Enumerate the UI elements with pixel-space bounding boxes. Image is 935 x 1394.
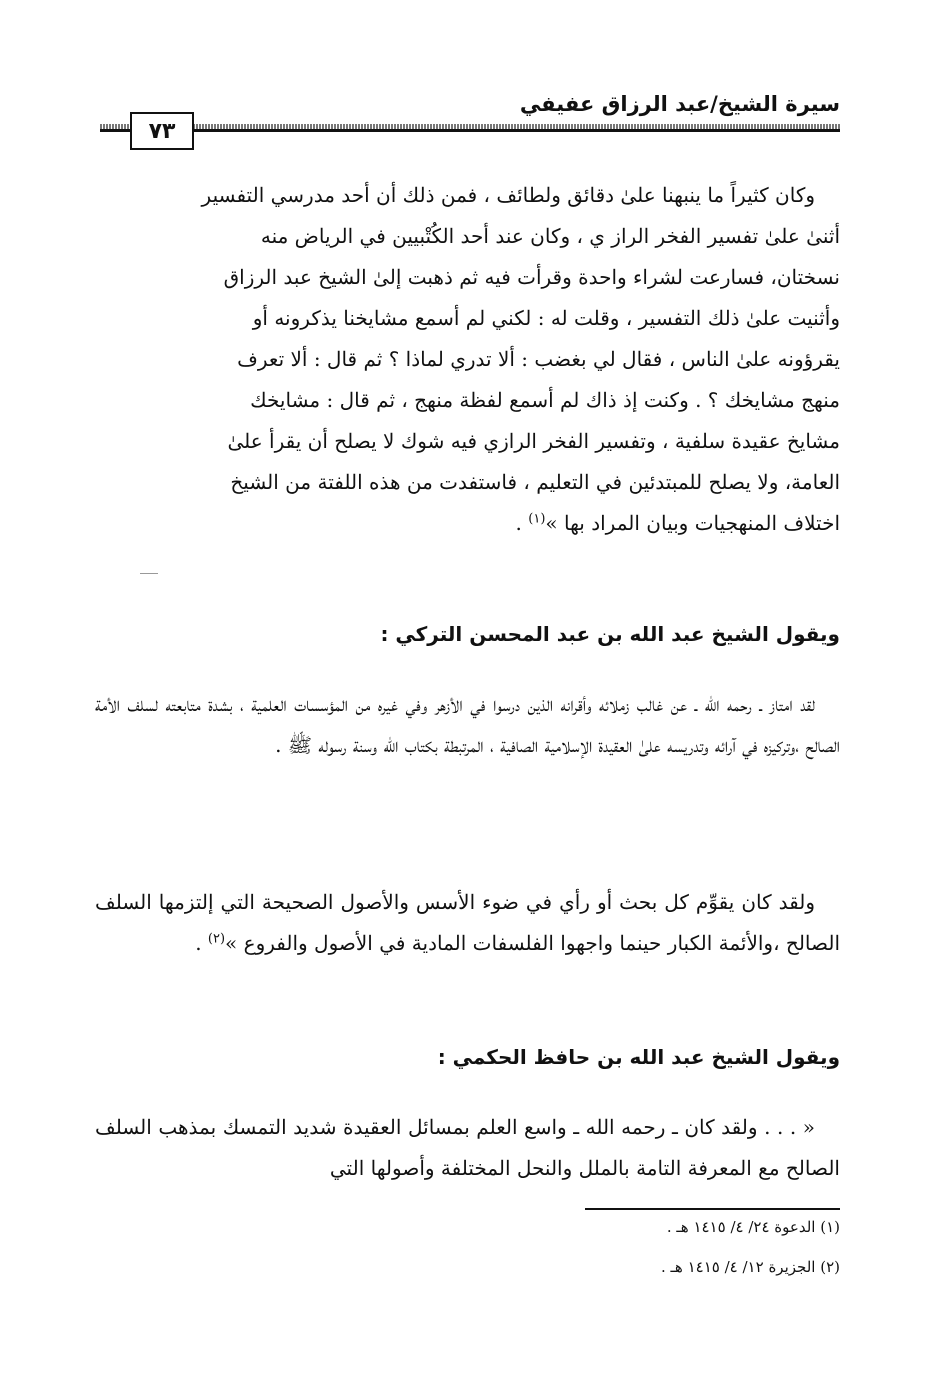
period: . [195,931,208,955]
honorific-glyph: ﷺ [287,733,313,757]
period: . [275,733,288,757]
paragraph-4: « . . . ولقد كان ـ رحمه الله ـ واسع العلم بمسائل العقيدة شديد التمسك بمذهب السلف الصالح مع المعرفة التامة بالملل والنحل المختلفة وأصولها التي [95,1115,840,1180]
paragraph-1 [95,175,840,544]
text-line: أثنىٰ علىٰ تفسير الفخر الراز ي ، وكان عند أحد الكُتْبيين في الرياض منه [260,224,840,248]
section-heading-2: ويقول الشيخ عبد الله بن حافظ الحكمي : [437,1045,840,1069]
text-line: منهج مشايخك ؟ . وكنت إذ ذاك لم أسمع لفظة منهج ، ثم قال : مشايخك [250,388,840,412]
text-line: وكان كثيراً ما ينبهنا علىٰ دقائق ولطائف ، فمن ذلك أن أحد مدرسي التفسير [201,183,815,207]
text-line: مشايخ عقيدة سلفية ، وتفسير الفخر الرازي فيه شوك لا يصلح أن يقرأ علىٰ [227,429,840,453]
header-rule [100,129,840,132]
text-line: نسختان، فسارعت لشراء واحدة وقرأت فيه ثم ذهبت إلىٰ الشيخ عبد الرزاق [223,265,840,289]
text-line: اختلاف المنهجيات وبيان المراد بها » [545,511,840,535]
footnote-ref-2: (٢) [207,931,226,947]
period: . [515,511,529,535]
paragraph-3 [95,882,840,964]
text-line-last [95,503,840,544]
footnote-1: (١) الدعوة ٢٤/ ٤/ ١٤١٥ هـ . [666,1218,840,1236]
stray-mark [140,573,158,574]
running-title: سيرة الشيخ/عبد الرزاق عفيفي [519,92,840,116]
paragraph-3-text: ولقد كان يقوِّم كل بحث أو رأي في ضوء الأسس والأصول الصحيحة التي إلتزمها السلف الصالح ،والأئمة الكبار حينما واجهوا الفلسفات المادية في الأصول والفروع » [95,890,840,955]
text-line: يقرؤونه علىٰ الناس ، فقال لي بغضب : ألا تدري لماذا ؟ ثم قال : ألا تعرف [237,347,840,371]
paragraph-2 [95,684,840,766]
text-line: وأثنيت علىٰ ذلك التفسير ، وقلت له : لكني لم أسمع مشايخنا يذكرونه أو [252,306,840,330]
footnote-rule [585,1208,840,1210]
paragraph-2-text: لقد امتاز ـ رحمه الله ـ عن غالب زملائه وأقرانه الذين درسوا في الأزهر وفي غيره من المؤسسات العلمية ، بشدة متابعته لسلف الأمة الصالح ،وتركيزه في آرائه وتدريسه علىٰ العقيدة الإسلامية الصافية ، المرتبطة بكتاب الله وسنة رسوله [95,692,840,757]
footnote-2: (٢) الجزيرة ١٢/ ٤/ ١٤١٥ هـ . [660,1258,840,1276]
footnote-ref-1: (١) [528,511,546,527]
text-line: العامة، ولا يصلح للمبتدئين في التعليم ، فاستفدت من هذه اللفتة من الشيخ [230,470,840,494]
section-heading-1: ويقول الشيخ عبد الله بن عبد المحسن التركي : [380,622,840,646]
page-number: ٧٣ [130,112,194,150]
